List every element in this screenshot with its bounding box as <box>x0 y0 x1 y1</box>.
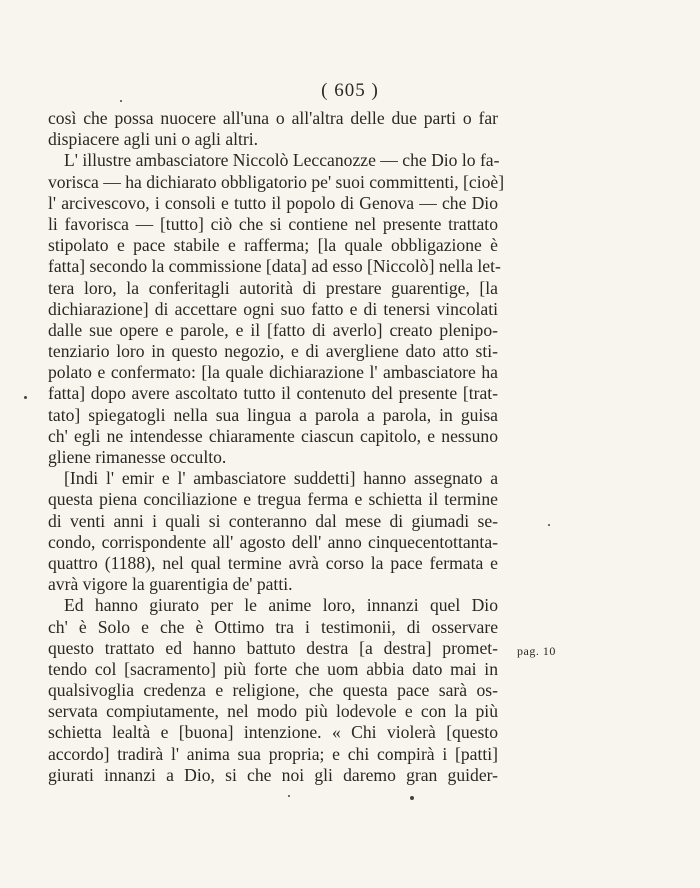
text-line: qualsivoglia credenza e religione, che questa pace sarà os- <box>48 680 498 701</box>
text-line: tato] spiegatogli nella sua lingua a parola a parola, in guisa <box>48 404 498 425</box>
text-line: fatta] dopo avere ascoltato tutto il contenuto del presente [trat- <box>48 383 498 404</box>
print-speck <box>548 524 550 526</box>
text-line: quattro (1188), nel qual termine avrà corso la pace fermata e <box>48 552 498 573</box>
text-line: ch' è Solo e che è Ottimo tra i testimonii, di osservare <box>48 616 498 637</box>
print-speck <box>410 796 414 800</box>
text-line: [Indi l' emir e l' ambasciatore suddetti] hanno assegnato a <box>64 468 498 489</box>
print-speck <box>120 100 122 102</box>
text-line: tera loro, la conferitagli autorità di prestare guarentige, [la <box>48 277 498 298</box>
print-speck <box>288 795 290 797</box>
print-speck <box>24 396 27 399</box>
page-number: ( 605 ) <box>321 80 379 101</box>
text-line: stipolato e pace stabile e rafferma; [la quale obbligazione è <box>48 235 498 256</box>
text-line: fatta] secondo la commissione [data] ad esso [Niccolò] nella let- <box>48 256 501 277</box>
text-line: così che possa nuocere all'una o all'altra delle due parti o far <box>48 108 498 128</box>
text-line: tenziario loro in questo negozio, e di avergliene dato atto sti- <box>48 341 498 362</box>
margin-note: pag. 10 <box>517 644 556 658</box>
text-line: dispiacere agli uni o agli altri. <box>48 129 259 150</box>
text-line: avrà vigore la guarentigia de' patti. <box>48 574 293 595</box>
text-line: servata compiutamente, nel modo più lodevole e con la più <box>48 701 498 722</box>
text-line: tendo col [sacramento] più forte che uom abbia dato mai in <box>48 658 498 679</box>
text-line: gliene rimanesse occulto. <box>48 447 227 467</box>
text-line: giurati innanzi a Dio, si che noi gli daremo gran guider- <box>48 764 498 785</box>
text-line: ch' egli ne intendesse chiaramente ciascun capitolo, e nessuno <box>48 425 498 446</box>
text-line: dalle sue opere e parole, e il [fatto di averlo] creato plenipo- <box>48 319 498 340</box>
text-line: li favorisca — [tutto] ciò che si contiene nel presente trattato <box>48 213 498 234</box>
text-line: Ed hanno giurato per le anime loro, innanzi quel Dio <box>64 595 498 616</box>
text-line: condo, corrispondente all' agosto dell' anno cinquecentottanta- <box>48 531 498 552</box>
text-line: questa piena conciliazione e tregua ferma e schietta il termine <box>48 489 498 510</box>
text-line: accordo] tradirà l' anima sua propria; e chi compirà i [patti] <box>48 743 498 764</box>
text-line: l' arcivescovo, i consoli e tutto il popolo di Genova — che Dio <box>48 192 498 213</box>
text-line: dichiarazione] di accettare ogni suo fatto e di tenersi vincolati <box>48 298 498 319</box>
text-line: vorisca — ha dichiarato obbligatorio pe' suoi committenti, [cioè] <box>48 171 505 192</box>
text-line: schietta lealtà e [buona] intenzione. « Chi violerà [questo <box>48 722 498 743</box>
text-line: questo trattato ed hanno battuto destra [a destra] promet- <box>48 637 498 658</box>
text-line: L' illustre ambasciatore Niccolò Leccanozze — che Dio lo fa- <box>64 150 500 171</box>
text-line: di venti anni i quali si conteranno dal mese di giumadi se- <box>48 510 498 531</box>
text-line: polato e confermato: [la quale dichiarazione l' ambasciatore ha <box>48 362 498 383</box>
body-text <box>48 108 505 786</box>
